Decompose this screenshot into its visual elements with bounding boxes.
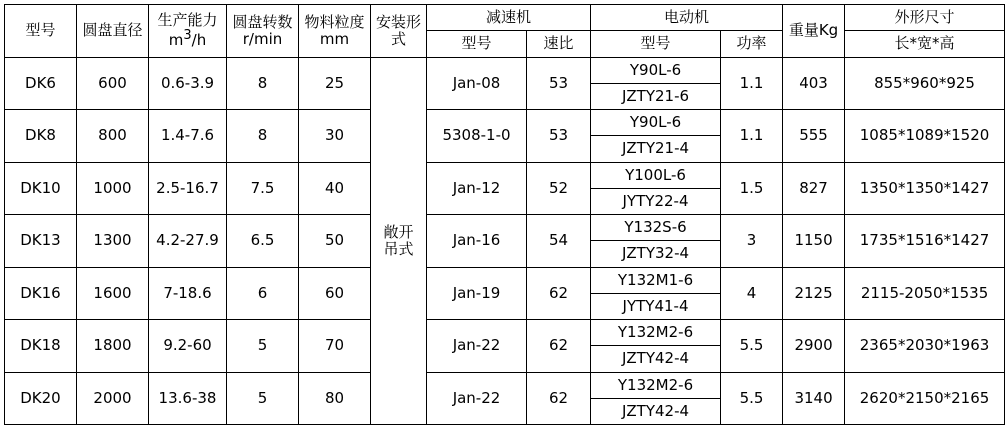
table-row — [5, 215, 1005, 241]
cell-reducer-ratio: 52 — [527, 162, 591, 215]
header-weight: 重量Kg — [783, 5, 845, 58]
cell-motor-model-alt: JYTY22-4 — [591, 188, 721, 214]
cell-disc-diameter: 1300 — [77, 215, 149, 268]
cell-motor-model: Y132M1-6 — [591, 267, 721, 293]
cell-motor-model-alt: JZTY42-4 — [591, 398, 721, 424]
cell-disc-speed: 6 — [227, 267, 299, 320]
cell-motor-power: 4 — [721, 267, 783, 320]
cell-capacity: 1.4-7.6 — [149, 110, 227, 163]
header-motor-model: 型号 — [591, 31, 721, 57]
cell-material-size: 40 — [299, 162, 371, 215]
cell-reducer-ratio: 62 — [527, 320, 591, 373]
cell-disc-speed: 5 — [227, 320, 299, 373]
cell-weight: 3140 — [783, 372, 845, 425]
table-row — [5, 267, 1005, 293]
header-reducer: 减速机 — [427, 5, 591, 31]
cell-motor-model-alt: JZTY21-6 — [591, 83, 721, 109]
cell-dimensions: 1085*1089*1520 — [845, 110, 1005, 163]
cell-motor-power: 5.5 — [721, 320, 783, 373]
cell-reducer-model: Jan-08 — [427, 57, 527, 110]
cell-reducer-ratio: 53 — [527, 57, 591, 110]
cell-motor-model-alt: JYTY41-4 — [591, 293, 721, 319]
cell-material-size: 25 — [299, 57, 371, 110]
cell-reducer-model: Jan-22 — [427, 320, 527, 373]
table-row — [5, 57, 1005, 83]
cell-disc-speed: 6.5 — [227, 215, 299, 268]
cell-material-size: 30 — [299, 110, 371, 163]
cell-model: DK16 — [5, 267, 77, 320]
cell-capacity: 13.6-38 — [149, 372, 227, 425]
specification-table — [4, 4, 1005, 425]
table-row — [5, 320, 1005, 346]
cell-motor-power: 1.1 — [721, 110, 783, 163]
cell-capacity: 9.2-60 — [149, 320, 227, 373]
cell-motor-power: 1.5 — [721, 162, 783, 215]
table-row — [5, 110, 1005, 136]
cell-motor-model: Y132S-6 — [591, 215, 721, 241]
cell-weight: 403 — [783, 57, 845, 110]
cell-motor-model-alt: JZTY42-4 — [591, 346, 721, 372]
cell-disc-diameter: 600 — [77, 57, 149, 110]
cell-model: DK20 — [5, 372, 77, 425]
cell-motor-model-alt: JZTY21-4 — [591, 136, 721, 162]
cell-reducer-ratio: 62 — [527, 267, 591, 320]
header-material-size: 物料粒度mm — [299, 5, 371, 58]
cell-motor-model: Y132M2-6 — [591, 372, 721, 398]
cell-motor-power: 3 — [721, 215, 783, 268]
cell-dimensions: 2620*2150*2165 — [845, 372, 1005, 425]
cell-model: DK13 — [5, 215, 77, 268]
cell-dimensions: 1735*1516*1427 — [845, 215, 1005, 268]
cell-model: DK18 — [5, 320, 77, 373]
cell-capacity: 2.5-16.7 — [149, 162, 227, 215]
cell-weight: 2900 — [783, 320, 845, 373]
header-motor: 电动机 — [591, 5, 783, 31]
cell-weight: 1150 — [783, 215, 845, 268]
cell-dimensions: 2115-2050*1535 — [845, 267, 1005, 320]
cell-model: DK10 — [5, 162, 77, 215]
cell-disc-diameter: 2000 — [77, 372, 149, 425]
cell-material-size: 80 — [299, 372, 371, 425]
table-row — [5, 162, 1005, 188]
cell-reducer-model: Jan-22 — [427, 372, 527, 425]
header-reducer-model: 型号 — [427, 31, 527, 57]
cell-weight: 555 — [783, 110, 845, 163]
cell-disc-diameter: 1600 — [77, 267, 149, 320]
cell-motor-model: Y100L-6 — [591, 162, 721, 188]
header-row-1 — [5, 5, 1005, 31]
cell-motor-model: Y90L-6 — [591, 57, 721, 83]
cell-capacity: 4.2-27.9 — [149, 215, 227, 268]
header-disc-diameter: 圆盘直径 — [77, 5, 149, 58]
cell-reducer-model: Jan-19 — [427, 267, 527, 320]
cell-reducer-model: Jan-16 — [427, 215, 527, 268]
header-install-type: 安装形式 — [371, 5, 427, 58]
cell-weight: 827 — [783, 162, 845, 215]
header-disc-speed: 圆盘转数r/min — [227, 5, 299, 58]
cell-capacity: 0.6-3.9 — [149, 57, 227, 110]
cell-dimensions: 855*960*925 — [845, 57, 1005, 110]
cell-capacity: 7-18.6 — [149, 267, 227, 320]
header-capacity: 生产能力m3/h — [149, 5, 227, 58]
cell-disc-speed: 5 — [227, 372, 299, 425]
cell-reducer-model: 5308-1-0 — [427, 110, 527, 163]
cell-motor-power: 1.1 — [721, 57, 783, 110]
cell-model: DK8 — [5, 110, 77, 163]
cell-disc-diameter: 1000 — [77, 162, 149, 215]
cell-motor-model: Y132M2-6 — [591, 320, 721, 346]
cell-disc-speed: 8 — [227, 57, 299, 110]
header-dimensions: 外形尺寸 — [845, 5, 1005, 31]
cell-disc-diameter: 800 — [77, 110, 149, 163]
header-model: 型号 — [5, 5, 77, 58]
header-reducer-ratio: 速比 — [527, 31, 591, 57]
cell-dimensions: 1350*1350*1427 — [845, 162, 1005, 215]
cell-disc-speed: 8 — [227, 110, 299, 163]
cell-disc-speed: 7.5 — [227, 162, 299, 215]
cell-motor-model: Y90L-6 — [591, 110, 721, 136]
cell-model: DK6 — [5, 57, 77, 110]
cell-weight: 2125 — [783, 267, 845, 320]
cell-install-type: 敞开 吊式 — [371, 57, 427, 425]
cell-reducer-model: Jan-12 — [427, 162, 527, 215]
header-dimensions-sub: 长*宽*高 — [845, 31, 1005, 57]
cell-reducer-ratio: 62 — [527, 372, 591, 425]
cell-disc-diameter: 1800 — [77, 320, 149, 373]
cell-reducer-ratio: 54 — [527, 215, 591, 268]
cell-material-size: 60 — [299, 267, 371, 320]
cell-dimensions: 2365*2030*1963 — [845, 320, 1005, 373]
cell-motor-model-alt: JZTY32-4 — [591, 241, 721, 267]
cell-material-size: 50 — [299, 215, 371, 268]
header-motor-power: 功率 — [721, 31, 783, 57]
cell-material-size: 70 — [299, 320, 371, 373]
table-row — [5, 372, 1005, 398]
cell-reducer-ratio: 53 — [527, 110, 591, 163]
cell-motor-power: 5.5 — [721, 372, 783, 425]
